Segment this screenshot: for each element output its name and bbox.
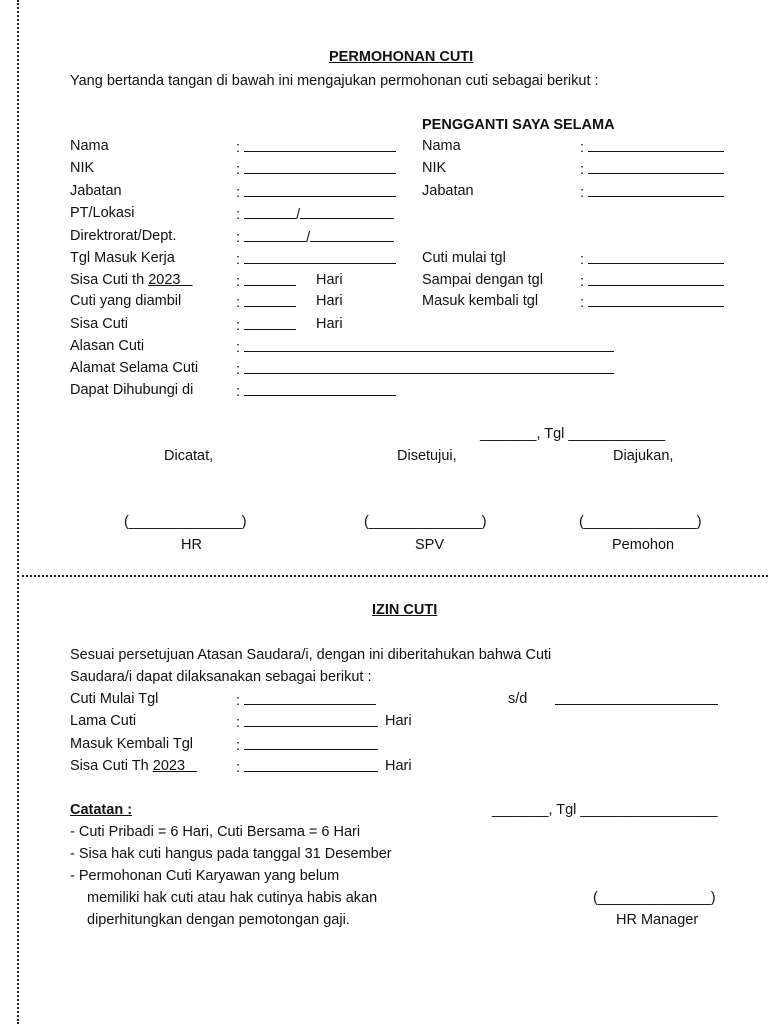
field-sampai[interactable]: : [580, 271, 724, 291]
field-tgl-masuk[interactable]: : [236, 249, 396, 269]
field-alamat[interactable]: : [236, 359, 614, 379]
field-sisa-cuti-th[interactable]: : [236, 271, 296, 291]
note-2: - Sisa hak cuti hangus pada tanggal 31 Desember [70, 846, 392, 862]
izin-title: IZIN CUTI [372, 602, 438, 618]
label-alamat: Alamat Selama Cuti [70, 360, 199, 376]
label-nama: Nama [70, 138, 109, 154]
hari-2: Hari [316, 293, 343, 309]
label-alasan: Alasan Cuti [70, 338, 145, 354]
hr-signature-line[interactable]: (______________) [124, 514, 247, 530]
left-dotted-border [17, 0, 19, 1024]
izin-field-sd[interactable] [555, 690, 718, 710]
izin-label-lama-cuti: Lama Cuti [70, 713, 137, 729]
izin-label-cuti-mulai: Cuti Mulai Tgl [70, 691, 159, 707]
izin-date-line[interactable]: _______, Tgl _________________ [492, 802, 718, 818]
label-sampai: Sampai dengan tgl [422, 272, 543, 288]
izin-field-lama-cuti[interactable]: : [236, 712, 378, 732]
pemohon-label: Pemohon [612, 537, 675, 553]
izin-field-masuk-kembali[interactable]: : [236, 735, 378, 755]
label-tgl-masuk: Tgl Masuk Kerja [70, 250, 175, 266]
pengganti-label-jabatan: Jabatan [422, 183, 474, 199]
field-nama[interactable]: : [236, 137, 396, 157]
hr-manager-label: HR Manager [616, 912, 699, 928]
hari-3: Hari [316, 316, 343, 332]
izin-sd-label: s/d [508, 691, 528, 707]
field-nik[interactable]: : [236, 159, 396, 179]
field-sisa-cuti[interactable]: : [236, 315, 296, 335]
field-masuk-kembali[interactable]: : [580, 292, 724, 312]
izin-hari-1: Hari [385, 713, 412, 729]
label-direktorat: Direktrorat/Dept. [70, 228, 177, 244]
izin-sisa-cuti-year: 2023 [152, 758, 186, 774]
pengganti-label-nik: NIK [422, 160, 447, 176]
field-dihubungi[interactable]: : [236, 381, 396, 401]
izin-field-sisa-cuti[interactable]: : [236, 757, 378, 777]
disetujui-label: Disetujui, [397, 448, 457, 464]
label-cuti-mulai: Cuti mulai tgl [422, 250, 506, 266]
field-pt-lokasi[interactable]: : / [236, 204, 394, 224]
catatan-label: Catatan : [70, 802, 133, 818]
section-divider [17, 575, 768, 577]
field-alasan[interactable]: : [236, 337, 614, 357]
hr-label: HR [181, 537, 202, 553]
izin-label-masuk-kembali: Masuk Kembali Tgl [70, 736, 194, 752]
izin-field-cuti-mulai[interactable]: : [236, 690, 376, 710]
label-dihubungi: Dapat Dihubungi di [70, 382, 194, 398]
izin-para-1: Sesuai persetujuan Atasan Saudara/i, dengan ini diberitahukan bahwa Cuti [70, 647, 552, 663]
label-pt-lokasi: PT/Lokasi [70, 205, 135, 221]
hr-manager-signature-line[interactable]: (______________) [593, 890, 716, 906]
pengganti-field-nik[interactable]: : [580, 159, 724, 179]
note-1: - Cuti Pribadi = 6 Hari, Cuti Bersama = 6 Hari [70, 824, 361, 840]
hari-1: Hari [316, 272, 343, 288]
pemohon-signature-line[interactable]: (______________) [579, 514, 702, 530]
spv-label: SPV [415, 537, 445, 553]
field-jabatan[interactable]: : [236, 182, 396, 202]
label-sisa-cuti: Sisa Cuti [70, 316, 129, 332]
pengganti-field-jabatan[interactable]: : [580, 182, 724, 202]
label-nik: NIK [70, 160, 95, 176]
permohonan-title: PERMOHONAN CUTI [329, 49, 474, 65]
label-cuti-diambil: Cuti yang diambil [70, 293, 182, 309]
label-jabatan: Jabatan [70, 183, 122, 199]
pengganti-field-nama[interactable]: : [580, 137, 724, 157]
diajukan-label: Diajukan, [613, 448, 674, 464]
izin-para-2: Saudara/i dapat dilaksanakan sebagai berikut : [70, 669, 372, 685]
field-cuti-mulai[interactable]: : [580, 249, 724, 269]
note-3: - Permohonan Cuti Karyawan yang belum [70, 868, 340, 884]
pengganti-heading: PENGGANTI SAYA SELAMA [422, 117, 615, 133]
field-cuti-diambil[interactable]: : [236, 292, 296, 312]
field-direktorat[interactable]: : / [236, 227, 394, 247]
label-masuk-kembali: Masuk kembali tgl [422, 293, 539, 309]
note-3-cont-2: diperhitungkan dengan pemotongan gaji. [87, 912, 350, 928]
izin-label-sisa-cuti-th: Sisa Cuti Th 2023 [70, 758, 186, 774]
sisa-cuti-year: 2023 [148, 272, 181, 288]
permohonan-intro: Yang bertanda tangan di bawah ini mengajukan permohonan cuti sebagai berikut : [70, 73, 599, 89]
permohonan-date-line[interactable]: _______, Tgl ____________ [480, 426, 666, 442]
dicatat-label: Dicatat, [164, 448, 214, 464]
izin-hari-2: Hari [385, 758, 412, 774]
pengganti-label-nama: Nama [422, 138, 461, 154]
spv-signature-line[interactable]: (______________) [364, 514, 487, 530]
note-3-cont-1: memiliki hak cuti atau hak cutinya habis akan [87, 890, 378, 906]
label-sisa-cuti-th: Sisa Cuti th 2023 [70, 272, 181, 288]
